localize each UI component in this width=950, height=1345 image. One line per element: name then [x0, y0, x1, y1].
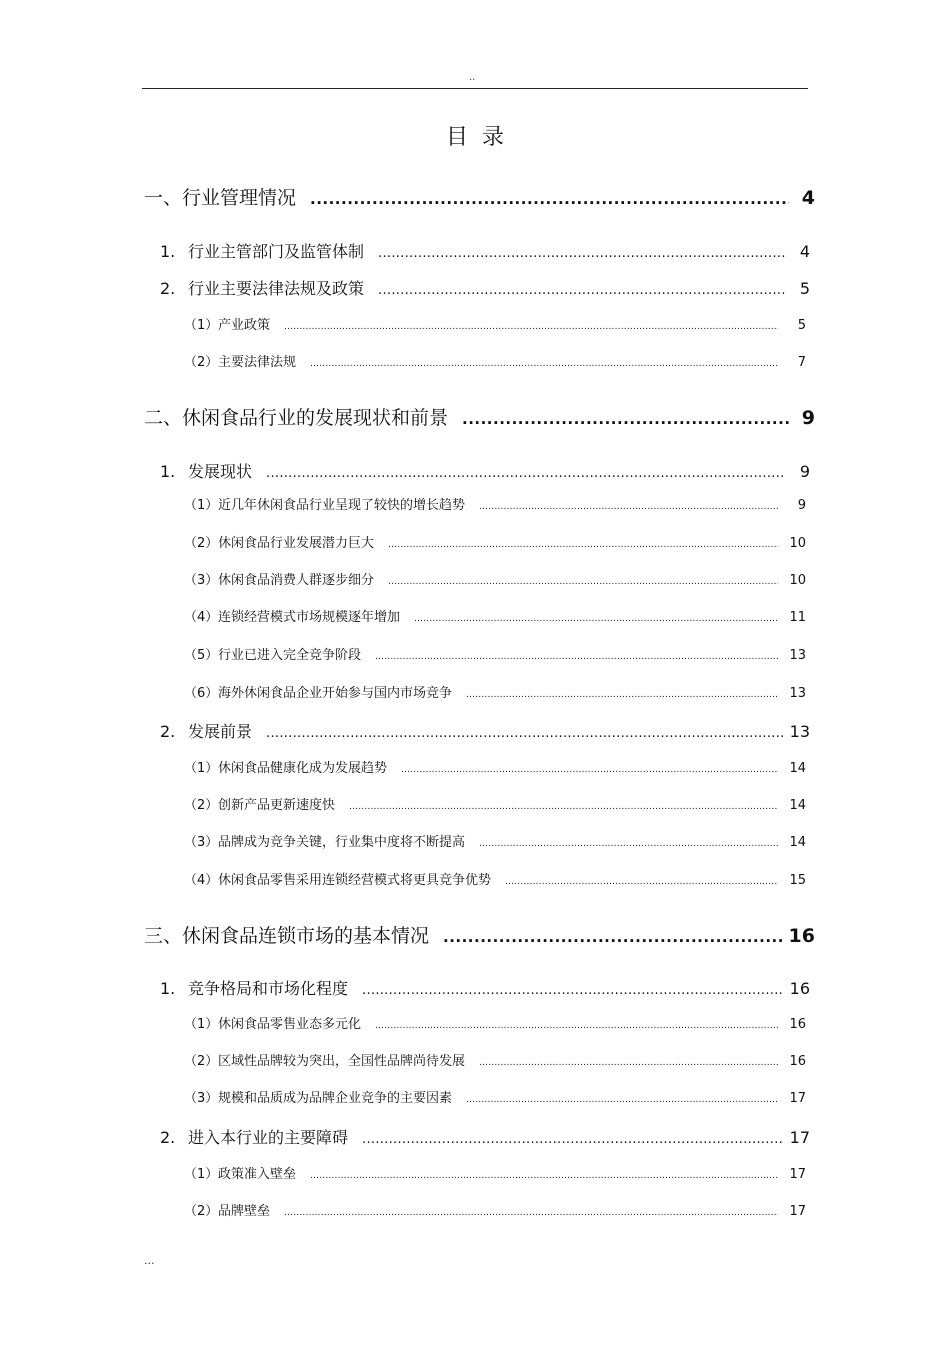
toc-entry-text: 品牌成为竞争关键，行业集中度将不断提高: [218, 835, 466, 850]
dot-leader: [310, 359, 778, 369]
toc-entry-text: 休闲食品健康化成为发展趋势: [218, 761, 388, 776]
toc-entry-number: （4）: [184, 873, 219, 888]
toc-entry-level-3[interactable]: [184, 494, 806, 513]
toc-page-number: 7: [797, 355, 806, 370]
toc-entry-text: 休闲食品零售采用连锁经营模式将更具竞争优势: [218, 873, 492, 888]
toc-entry-text: 一、行业管理情况: [144, 187, 297, 209]
toc-entry-number: 2.: [160, 722, 176, 741]
toc-entry-number: （6）: [184, 686, 219, 701]
toc-entry-number: （1）: [184, 318, 219, 333]
toc-title: 目录: [445, 125, 518, 150]
toc-entry-level-3[interactable]: [184, 314, 806, 333]
toc-entry-text: 区域性品牌较为突出，全国性品牌尚待发展: [218, 1054, 466, 1069]
dot-leader: [462, 410, 789, 428]
toc-entry-number: （2）: [184, 355, 219, 370]
toc-entry-level-3[interactable]: [184, 1200, 806, 1219]
header-mark: ..: [469, 72, 476, 83]
toc-page-number: 9: [801, 407, 815, 429]
dot-leader: [479, 1058, 778, 1068]
dot-leader: [375, 652, 778, 662]
toc-entry-text: 创新产品更新速度快: [218, 798, 336, 813]
toc-entry-text: 发展现状: [188, 462, 253, 481]
toc-page-number: 14: [789, 835, 806, 850]
dot-leader: [266, 726, 784, 741]
toc-entry-level-3[interactable]: [184, 682, 806, 701]
toc-entry-number: （1）: [184, 498, 219, 513]
toc-page-number: 13: [789, 648, 806, 663]
toc-page-number: 10: [789, 573, 806, 588]
toc-entry-text: 主要法律法规: [218, 355, 297, 370]
toc-page-number: 9: [797, 498, 806, 513]
toc-entry-level-1[interactable]: [142, 921, 815, 948]
toc-entry-level-3[interactable]: [184, 757, 806, 776]
toc-entry-level-2[interactable]: [160, 459, 810, 482]
toc-entry-text: 规模和品质成为品牌企业竞争的主要因素: [218, 1091, 453, 1106]
toc-page-number: 4: [799, 242, 810, 261]
toc-entry-text: 休闲食品行业发展潜力巨大: [218, 536, 375, 551]
toc-page-number: 4: [801, 187, 815, 209]
toc-entry-number: （2）: [184, 536, 219, 551]
dot-leader: [466, 1095, 778, 1105]
toc-entry-text: 行业主要法律法规及政策: [188, 279, 365, 298]
toc-entry-number: 1.: [160, 462, 176, 481]
toc-entry-text: 政策准入壁垒: [218, 1167, 297, 1182]
toc-entry-text: 进入本行业的主要障碍: [188, 1128, 349, 1147]
toc-entry-level-2[interactable]: [160, 276, 810, 299]
toc-entry-level-3[interactable]: [184, 644, 806, 663]
dot-leader: [505, 877, 778, 887]
dot-leader: [443, 928, 783, 946]
toc-entry-text: 休闲食品零售业态多元化: [218, 1017, 362, 1032]
dot-leader: [388, 540, 778, 550]
dot-leader: [349, 802, 778, 812]
toc-entry-level-1[interactable]: [142, 183, 815, 210]
toc-entry-number: （1）: [184, 761, 219, 776]
toc-page-number: 14: [789, 798, 806, 813]
toc-entry-number: （2）: [184, 798, 219, 813]
toc-entry-level-2[interactable]: [160, 239, 810, 262]
toc-page-number: 5: [799, 279, 810, 298]
toc-entry-text: 行业主管部门及监管体制: [188, 242, 365, 261]
toc-entry-text: 海外休闲食品企业开始参与国内市场竞争: [218, 686, 453, 701]
toc-entry-level-3[interactable]: [184, 606, 806, 625]
toc-entry-text: 二、休闲食品行业的发展现状和前景: [144, 407, 449, 429]
header-rule: [142, 88, 808, 89]
toc-entry-number: 2.: [160, 1128, 176, 1147]
dot-leader: [362, 983, 784, 998]
toc-entry-level-2[interactable]: [160, 976, 810, 999]
toc-entry-level-3[interactable]: [184, 1087, 806, 1106]
dot-leader: [414, 614, 778, 624]
toc-page-number: 16: [789, 1054, 806, 1069]
toc-entry-level-3[interactable]: [184, 794, 806, 813]
toc-entry-text: 行业已进入完全竞争阶段: [218, 648, 362, 663]
dot-leader: [388, 577, 778, 587]
toc-page-number: 5: [797, 318, 806, 333]
toc-page-number: 15: [789, 873, 806, 888]
toc-entry-level-2[interactable]: [160, 1125, 810, 1148]
toc-entry-text: 竞争格局和市场化程度: [188, 979, 349, 998]
dot-leader: [479, 502, 778, 512]
toc-entry-number: （3）: [184, 835, 219, 850]
toc-entry-level-2[interactable]: [160, 719, 810, 742]
toc-page-number: 10: [789, 536, 806, 551]
toc-entry-level-3[interactable]: [184, 1163, 806, 1182]
toc-page-number: 13: [789, 722, 810, 741]
toc-entry-text: 品牌壁垒: [218, 1204, 271, 1219]
toc-page-number: 16: [789, 979, 810, 998]
dot-leader: [362, 1132, 784, 1147]
toc-entry-number: （3）: [184, 1091, 219, 1106]
toc-entry-number: 2.: [160, 279, 176, 298]
toc-page-number: 16: [788, 925, 815, 947]
toc-entry-level-3[interactable]: [184, 1013, 806, 1032]
dot-leader: [310, 190, 789, 208]
toc-entry-text: 休闲食品消费人群逐步细分: [218, 573, 375, 588]
toc-entry-level-3[interactable]: [184, 532, 806, 551]
toc-page-number: 17: [789, 1167, 806, 1182]
toc-entry-number: （2）: [184, 1204, 219, 1219]
toc-entry-number: 1.: [160, 979, 176, 998]
toc-entry-number: （4）: [184, 610, 219, 625]
toc-entry-text: 连锁经营模式市场规模逐年增加: [218, 610, 401, 625]
toc-entry-number: （3）: [184, 573, 219, 588]
toc-entry-level-3[interactable]: [184, 351, 806, 370]
toc-page-number: 9: [799, 462, 810, 481]
toc-page-number: 17: [789, 1091, 806, 1106]
dot-leader: [375, 1021, 778, 1031]
toc-page-number: 14: [789, 761, 806, 776]
dot-leader: [284, 322, 778, 332]
toc-entry-number: （1）: [184, 1167, 219, 1182]
toc-entry-number: （5）: [184, 648, 219, 663]
toc-entry-level-3[interactable]: [184, 569, 806, 588]
toc-entry-level-3[interactable]: [184, 869, 806, 888]
dot-leader: [378, 283, 786, 298]
toc-entry-number: （1）: [184, 1017, 219, 1032]
toc-entry-text: 近几年休闲食品行业呈现了较快的增长趋势: [218, 498, 466, 513]
toc-entry-level-3[interactable]: [184, 1050, 806, 1069]
toc-entry-text: 发展前景: [188, 722, 253, 741]
dot-leader: [466, 690, 778, 700]
toc-page-number: 16: [789, 1017, 806, 1032]
toc-page-number: 13: [789, 686, 806, 701]
toc-entry-text: 产业政策: [218, 318, 271, 333]
toc-page-number: 11: [789, 610, 806, 625]
dot-leader: [479, 839, 778, 849]
dot-leader: [401, 765, 778, 775]
toc-entry-text: 三、休闲食品连锁市场的基本情况: [144, 925, 430, 947]
toc-page-number: 17: [789, 1128, 810, 1147]
footer-mark: ...: [144, 1254, 155, 1267]
dot-leader: [284, 1208, 778, 1218]
toc-entry-level-3[interactable]: [184, 831, 806, 850]
toc-entry-number: 1.: [160, 242, 176, 261]
dot-leader: [266, 466, 786, 481]
toc-entry-level-1[interactable]: [142, 403, 815, 430]
dot-leader: [378, 246, 786, 261]
toc-entry-number: （2）: [184, 1054, 219, 1069]
dot-leader: [310, 1171, 778, 1181]
toc-page-number: 17: [789, 1204, 806, 1219]
